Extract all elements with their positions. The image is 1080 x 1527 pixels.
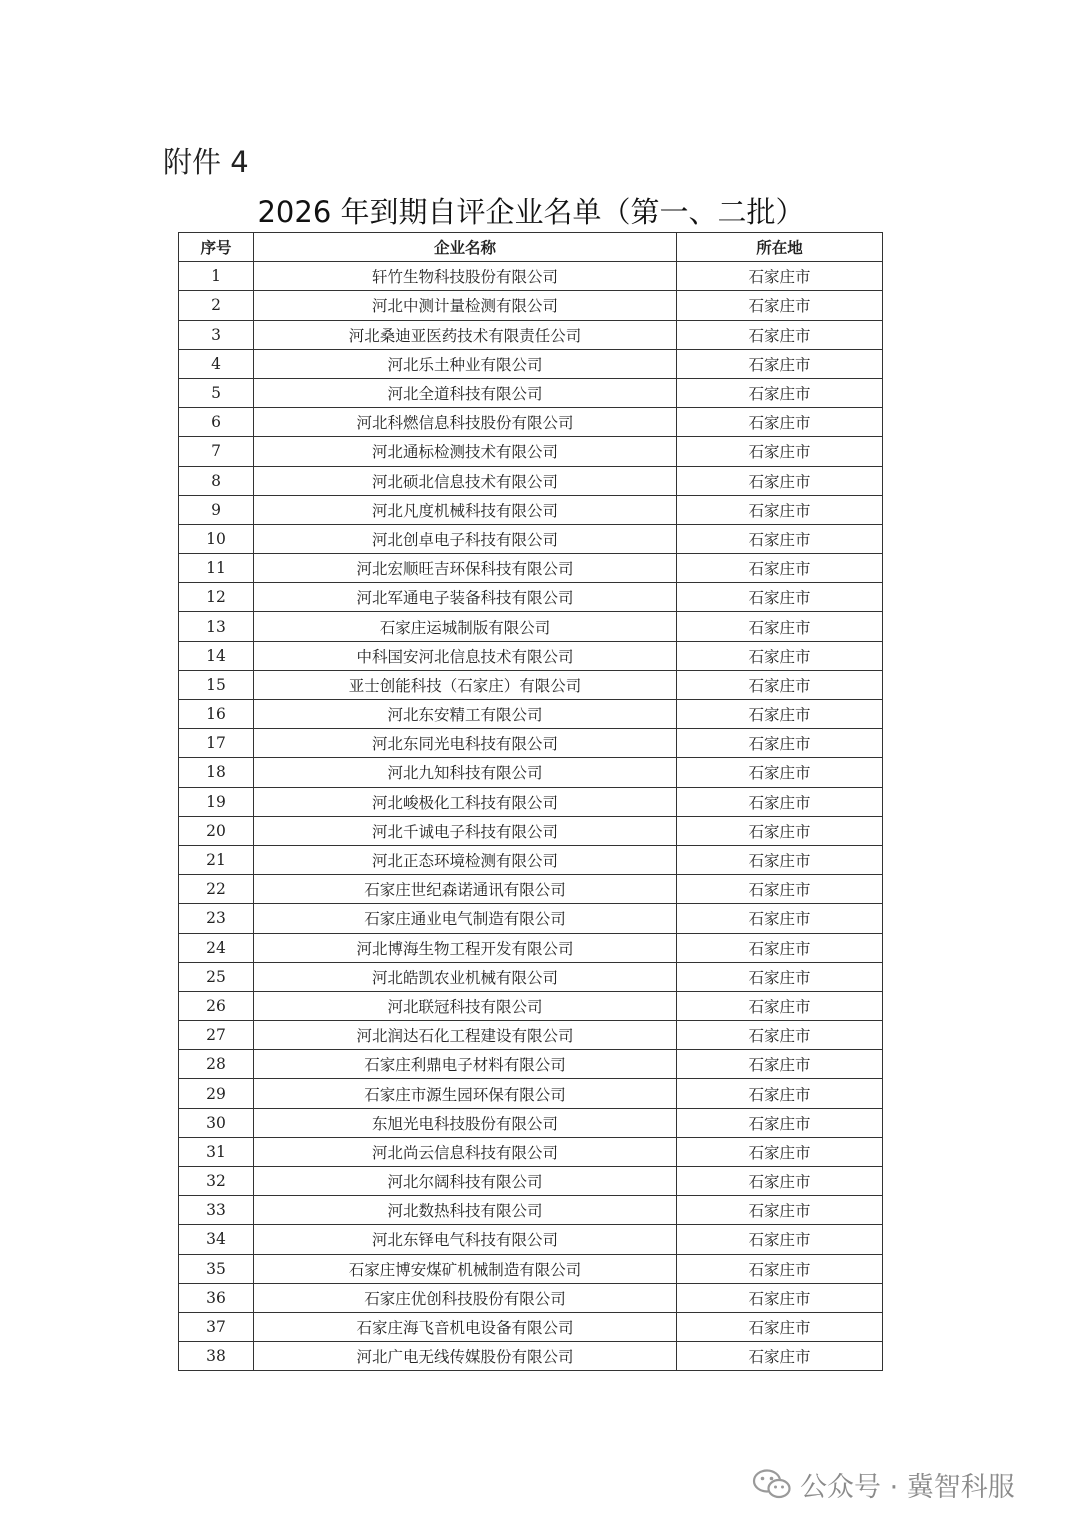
row-index: 11	[179, 554, 254, 583]
row-index: 30	[179, 1108, 254, 1137]
row-location: 石家庄市	[677, 641, 883, 670]
table-row	[179, 349, 883, 378]
row-company-name: 石家庄海飞音机电设备有限公司	[254, 1312, 677, 1341]
table-row	[179, 1196, 883, 1225]
row-location: 石家庄市	[677, 495, 883, 524]
row-company-name: 河北全道科技有限公司	[254, 378, 677, 407]
table-row	[179, 1108, 883, 1137]
row-index: 24	[179, 933, 254, 962]
table-row	[179, 933, 883, 962]
table-row	[179, 641, 883, 670]
row-location: 石家庄市	[677, 787, 883, 816]
row-company-name: 河北联冠科技有限公司	[254, 991, 677, 1020]
row-company-name: 河北中测计量检测有限公司	[254, 291, 677, 320]
row-location: 石家庄市	[677, 1196, 883, 1225]
row-company-name: 石家庄市源生园环保有限公司	[254, 1079, 677, 1108]
row-index: 20	[179, 816, 254, 845]
row-index: 35	[179, 1254, 254, 1283]
row-location: 石家庄市	[677, 1108, 883, 1137]
table-row	[179, 875, 883, 904]
table-row	[179, 437, 883, 466]
row-location: 石家庄市	[677, 1342, 883, 1371]
table-row	[179, 1167, 883, 1196]
row-location: 石家庄市	[677, 1167, 883, 1196]
row-company-name: 河北凡度机械科技有限公司	[254, 495, 677, 524]
row-index: 23	[179, 904, 254, 933]
row-company-name: 河北硕北信息技术有限公司	[254, 466, 677, 495]
table-row	[179, 670, 883, 699]
table-row	[179, 816, 883, 845]
table-row	[179, 1312, 883, 1341]
row-location: 石家庄市	[677, 1050, 883, 1079]
row-location: 石家庄市	[677, 1021, 883, 1050]
row-company-name: 河北尔阔科技有限公司	[254, 1167, 677, 1196]
table-row	[179, 1079, 883, 1108]
row-location: 石家庄市	[677, 1254, 883, 1283]
row-index: 29	[179, 1079, 254, 1108]
row-index: 34	[179, 1225, 254, 1254]
row-location: 石家庄市	[677, 758, 883, 787]
header-location: 所在地	[677, 233, 883, 262]
table-row	[179, 262, 883, 291]
row-location: 石家庄市	[677, 991, 883, 1020]
row-index: 1	[179, 262, 254, 291]
table-header-row	[179, 233, 883, 262]
row-location: 石家庄市	[677, 320, 883, 349]
row-company-name: 东旭光电科技股份有限公司	[254, 1108, 677, 1137]
row-company-name: 河北广电无线传媒股份有限公司	[254, 1342, 677, 1371]
row-index: 28	[179, 1050, 254, 1079]
footer-watermark	[752, 1464, 1015, 1504]
table-row	[179, 729, 883, 758]
header-index: 序号	[179, 233, 254, 262]
row-company-name: 河北皓凯农业机械有限公司	[254, 962, 677, 991]
table-row	[179, 1050, 883, 1079]
footer-text: 公众号 · 冀智科服	[800, 1471, 1015, 1503]
row-company-name: 河北军通电子装备科技有限公司	[254, 583, 677, 612]
attachment-label: 附件 4	[163, 145, 249, 179]
table-row	[179, 787, 883, 816]
row-index: 18	[179, 758, 254, 787]
table-row	[179, 1254, 883, 1283]
table-row	[179, 466, 883, 495]
row-company-name: 亚士创能科技（石家庄）有限公司	[254, 670, 677, 699]
row-index: 5	[179, 378, 254, 407]
table-row	[179, 583, 883, 612]
table-row	[179, 904, 883, 933]
row-location: 石家庄市	[677, 1079, 883, 1108]
row-index: 21	[179, 845, 254, 874]
table-row	[179, 991, 883, 1020]
enterprise-table	[178, 232, 883, 1371]
header-name: 企业名称	[254, 233, 677, 262]
row-company-name: 河北乐土种业有限公司	[254, 349, 677, 378]
table-row	[179, 758, 883, 787]
row-index: 10	[179, 524, 254, 553]
row-location: 石家庄市	[677, 554, 883, 583]
row-company-name: 河北科燃信息科技股份有限公司	[254, 408, 677, 437]
row-index: 3	[179, 320, 254, 349]
table-body	[179, 262, 883, 1371]
table-row	[179, 1021, 883, 1050]
row-index: 32	[179, 1167, 254, 1196]
table-row	[179, 320, 883, 349]
page-title: 2026 年到期自评企业名单（第一、二批）	[257, 195, 805, 229]
row-location: 石家庄市	[677, 583, 883, 612]
row-index: 36	[179, 1283, 254, 1312]
row-index: 9	[179, 495, 254, 524]
row-index: 13	[179, 612, 254, 641]
table-row	[179, 408, 883, 437]
row-location: 石家庄市	[677, 1283, 883, 1312]
table-row	[179, 554, 883, 583]
row-index: 31	[179, 1137, 254, 1166]
row-location: 石家庄市	[677, 437, 883, 466]
row-company-name: 河北通标检测技术有限公司	[254, 437, 677, 466]
row-location: 石家庄市	[677, 378, 883, 407]
row-index: 26	[179, 991, 254, 1020]
row-index: 2	[179, 291, 254, 320]
row-company-name: 石家庄运城制版有限公司	[254, 612, 677, 641]
row-company-name: 石家庄博安煤矿机械制造有限公司	[254, 1254, 677, 1283]
row-location: 石家庄市	[677, 845, 883, 874]
row-location: 石家庄市	[677, 1312, 883, 1341]
row-index: 7	[179, 437, 254, 466]
row-location: 石家庄市	[677, 962, 883, 991]
row-location: 石家庄市	[677, 1225, 883, 1254]
row-index: 6	[179, 408, 254, 437]
row-index: 37	[179, 1312, 254, 1341]
row-company-name: 河北尚云信息科技有限公司	[254, 1137, 677, 1166]
row-company-name: 轩竹生物科技股份有限公司	[254, 262, 677, 291]
table-row	[179, 1283, 883, 1312]
row-index: 19	[179, 787, 254, 816]
row-company-name: 河北峻极化工科技有限公司	[254, 787, 677, 816]
row-location: 石家庄市	[677, 466, 883, 495]
row-company-name: 河北千诚电子科技有限公司	[254, 816, 677, 845]
row-location: 石家庄市	[677, 1137, 883, 1166]
row-company-name: 河北东同光电科技有限公司	[254, 729, 677, 758]
row-index: 17	[179, 729, 254, 758]
wechat-icon	[752, 1468, 792, 1500]
row-location: 石家庄市	[677, 875, 883, 904]
row-company-name: 河北东安精工有限公司	[254, 700, 677, 729]
row-index: 14	[179, 641, 254, 670]
row-location: 石家庄市	[677, 904, 883, 933]
row-index: 15	[179, 670, 254, 699]
table-row	[179, 700, 883, 729]
row-company-name: 石家庄通业电气制造有限公司	[254, 904, 677, 933]
row-location: 石家庄市	[677, 612, 883, 641]
row-location: 石家庄市	[677, 524, 883, 553]
row-company-name: 石家庄利鼎电子材料有限公司	[254, 1050, 677, 1079]
row-index: 8	[179, 466, 254, 495]
table-row	[179, 291, 883, 320]
table-row	[179, 378, 883, 407]
row-company-name: 石家庄世纪森诺通讯有限公司	[254, 875, 677, 904]
table-row	[179, 845, 883, 874]
row-company-name: 河北博海生物工程开发有限公司	[254, 933, 677, 962]
row-index: 33	[179, 1196, 254, 1225]
row-location: 石家庄市	[677, 700, 883, 729]
row-index: 25	[179, 962, 254, 991]
table-row	[179, 1225, 883, 1254]
table-row	[179, 1342, 883, 1371]
table-row	[179, 524, 883, 553]
row-location: 石家庄市	[677, 349, 883, 378]
row-company-name: 河北正态环境检测有限公司	[254, 845, 677, 874]
row-company-name: 河北九知科技有限公司	[254, 758, 677, 787]
row-company-name: 河北桑迪亚医药技术有限责任公司	[254, 320, 677, 349]
row-company-name: 河北宏顺旺吉环保科技有限公司	[254, 554, 677, 583]
row-location: 石家庄市	[677, 262, 883, 291]
row-index: 22	[179, 875, 254, 904]
row-index: 4	[179, 349, 254, 378]
row-company-name: 河北润达石化工程建设有限公司	[254, 1021, 677, 1050]
row-company-name: 河北东铎电气科技有限公司	[254, 1225, 677, 1254]
row-location: 石家庄市	[677, 291, 883, 320]
row-location: 石家庄市	[677, 670, 883, 699]
table-row	[179, 612, 883, 641]
row-company-name: 河北数热科技有限公司	[254, 1196, 677, 1225]
table-row	[179, 495, 883, 524]
row-index: 27	[179, 1021, 254, 1050]
row-company-name: 中科国安河北信息技术有限公司	[254, 641, 677, 670]
row-location: 石家庄市	[677, 933, 883, 962]
row-company-name: 河北创卓电子科技有限公司	[254, 524, 677, 553]
row-location: 石家庄市	[677, 729, 883, 758]
row-index: 16	[179, 700, 254, 729]
row-index: 12	[179, 583, 254, 612]
table-row	[179, 962, 883, 991]
row-location: 石家庄市	[677, 408, 883, 437]
row-index: 38	[179, 1342, 254, 1371]
table-row	[179, 1137, 883, 1166]
row-company-name: 石家庄优创科技股份有限公司	[254, 1283, 677, 1312]
row-location: 石家庄市	[677, 816, 883, 845]
